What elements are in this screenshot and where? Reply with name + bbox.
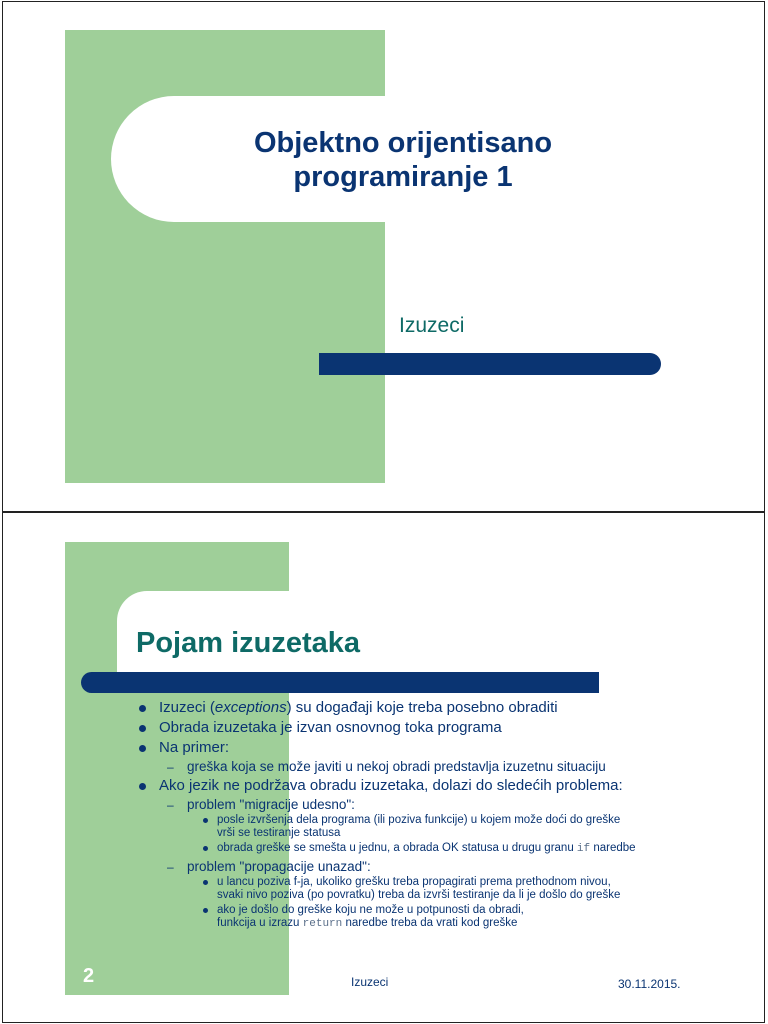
bullet-item: Obrada izuzetaka je izvan osnovnog toka programa [137, 718, 737, 738]
slide-2-title: Pojam izuzetaka [136, 627, 361, 659]
sub-sub-bullet-item: obrada greške se smešta u jednu, a obrada OK statusa u drugu granu if naredbe [137, 842, 737, 856]
accent-bar [319, 353, 661, 375]
accent-bar [81, 672, 599, 693]
page-number: 2 [83, 965, 95, 987]
slide-1-subtitle: Izuzeci [399, 314, 465, 337]
bullet-item: Ako jezik ne podržava obradu izuzetaka, dolazi do sledećih problema: [137, 776, 737, 796]
bullet-list [137, 698, 737, 933]
sub-bullet-item: – greška koja se može javiti u nekoj obradi predstavlja izuzetnu situaciju [137, 758, 737, 776]
sub-sub-bullet-item: ako je došlo do greške koju ne može u potpunosti da obradi, funkcija u izrazu return naredbe treba da vrati kod greške [137, 904, 737, 931]
slide-2 [2, 512, 765, 1023]
sub-sub-bullet-item: posle izvršenja dela programa (ili poziva funkcije) u kojem može doći do greške vrši se testiranje statusa [137, 814, 737, 840]
sub-sub-bullet-item: u lancu poziva f-ja, ukoliko grešku treba propagirati prema prethodnom nivou, svaki nivo poziva (po povratku) treba da izvrši testiranje da li je došlo do greške [137, 876, 737, 902]
title-line-1: Objektno orijentisano [253, 127, 553, 159]
bullet-item: Izuzeci (exceptions) su događaji koje treba posebno obraditi [137, 698, 737, 718]
slide-1 [2, 1, 765, 512]
footer-date: 30.11.2015. [618, 977, 681, 991]
bullet-item: Na primer: [137, 738, 737, 758]
slide-1-title [203, 126, 603, 194]
title-line-2: programiranje 1 [293, 161, 513, 193]
footer-text: Izuzeci [351, 975, 389, 989]
sub-bullet-item: – problem "propagacije unazad": [137, 858, 737, 876]
sub-bullet-item: – problem "migracije udesno": [137, 796, 737, 814]
green-strip [65, 691, 119, 995]
